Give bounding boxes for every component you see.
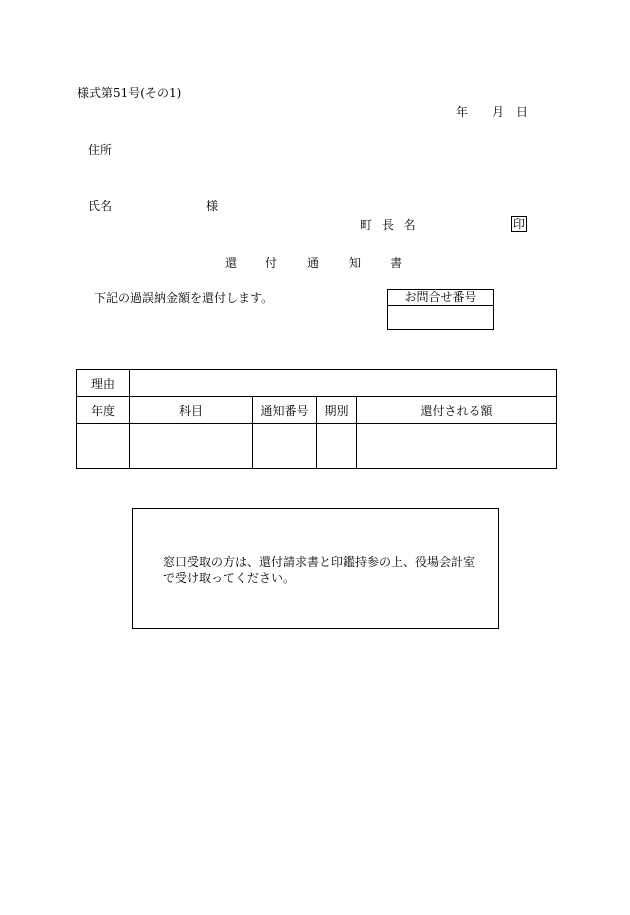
reason-label: 理由 xyxy=(77,370,130,397)
reason-value xyxy=(130,370,557,397)
title-char-4: 知 xyxy=(349,256,362,270)
notice-line-2: で受け取ってください。 xyxy=(163,571,296,585)
honorific: 様 xyxy=(206,199,219,213)
column-header-subject: 科目 xyxy=(130,397,253,424)
form-number: 様式第51号(その1) xyxy=(77,86,182,100)
seal-mark: 印 xyxy=(512,217,525,231)
intro-text: 下記の過誤納金額を還付します。 xyxy=(94,291,274,305)
address-label: 住所 xyxy=(88,143,113,157)
title-char-2: 付 xyxy=(265,256,278,270)
reason-row xyxy=(77,370,557,397)
column-header-refund-amount: 還付される額 xyxy=(357,397,557,424)
cell-period xyxy=(317,424,357,469)
date-year-unit: 年 xyxy=(456,105,469,119)
column-header-fiscal-year: 年度 xyxy=(77,397,130,424)
table-header-row xyxy=(77,397,557,424)
mayor-label: 町 長 名 xyxy=(360,218,416,232)
title-char-5: 書 xyxy=(390,256,403,270)
inquiry-number-label: お問合せ番号 xyxy=(388,290,493,306)
column-header-period: 期別 xyxy=(317,397,357,424)
date-day-unit: 日 xyxy=(516,105,529,119)
name-label: 氏名 xyxy=(88,199,113,213)
cell-refund-amount xyxy=(357,424,557,469)
date-line xyxy=(456,105,528,119)
document-title xyxy=(225,256,402,270)
notice-line-1: 窓口受取の方は、還付請求書と印鑑持参の上、役場会計室 xyxy=(163,555,476,569)
inquiry-number-box xyxy=(387,289,494,330)
cell-fiscal-year xyxy=(77,424,130,469)
notice-box xyxy=(132,508,499,629)
title-char-3: 通 xyxy=(307,256,320,270)
cell-notice-number xyxy=(253,424,317,469)
table-row xyxy=(77,424,557,469)
title-char-1: 還 xyxy=(225,256,238,270)
date-month-unit: 月 xyxy=(492,105,505,119)
cell-subject xyxy=(130,424,253,469)
refund-table xyxy=(76,369,557,469)
column-header-notice-number: 通知番号 xyxy=(253,397,317,424)
